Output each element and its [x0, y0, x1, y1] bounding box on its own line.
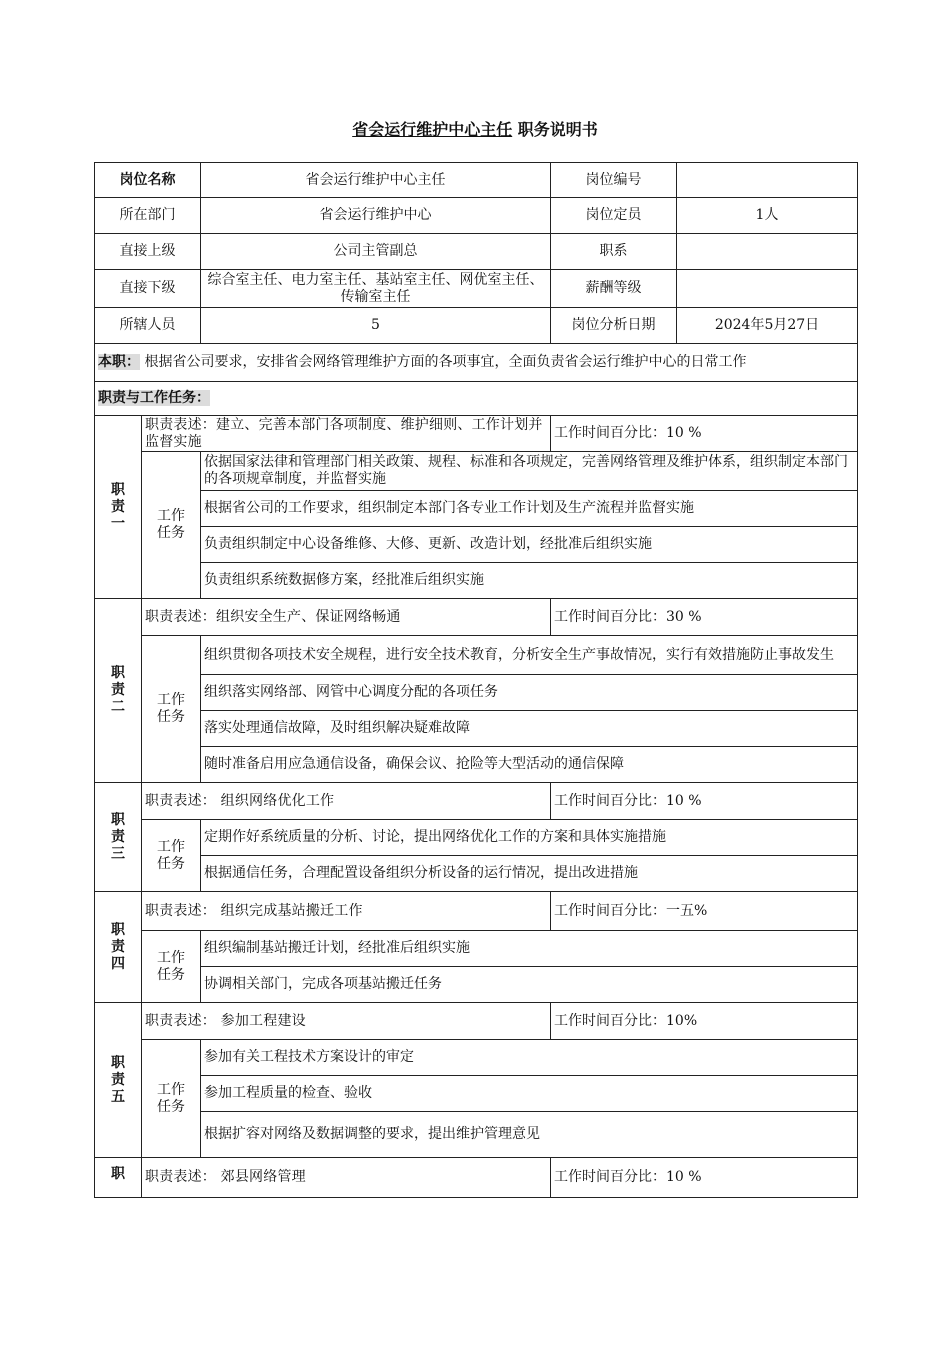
- task-item: 根据扩容对网络及数据调整的要求，提出维护管理意见: [201, 1112, 858, 1158]
- duties-header: 职责与工作任务：: [98, 390, 210, 406]
- duty-label-char: 五: [111, 1088, 125, 1105]
- duty-label-char: 四: [111, 955, 125, 972]
- duty-desc-row: [95, 416, 858, 452]
- subordinate-label: 直接下级: [95, 270, 201, 308]
- task-item: 组织贯彻各项技术安全规程，进行安全技术教育，分析安全生产事故情况，实行有效措施防止事故发生: [201, 636, 858, 675]
- duties-header-cell: [95, 382, 858, 416]
- task-item: 组织落实网络部、网管中心调度分配的各项任务: [201, 675, 858, 711]
- main-duty-cell: [95, 344, 858, 382]
- task-row: [95, 452, 858, 491]
- task-label-line: 工作: [157, 1081, 185, 1098]
- duty-label-char: 责: [111, 828, 125, 845]
- duty-description: 职责表述： 参加工程建设: [142, 1003, 551, 1040]
- task-row: [95, 931, 858, 967]
- task-row: [95, 491, 858, 527]
- superior-label: 直接上级: [95, 234, 201, 270]
- task-item: 负责组织制定中心设备维修、大修、更新、改造计划，经批准后组织实施: [201, 527, 858, 563]
- task-label-line: 任务: [157, 966, 185, 983]
- duty-time-percentage: 工作时间百分比：10 %: [551, 1158, 858, 1198]
- pos-name-label: 岗位名称: [95, 163, 201, 198]
- info-row: [95, 234, 858, 270]
- task-item: 组织编制基站搬迁计划，经批准后组织实施: [201, 931, 858, 967]
- date-value: 2024年5月27日: [677, 308, 858, 344]
- title-suffix: 职务说明书: [517, 120, 598, 139]
- task-label: [142, 452, 201, 599]
- task-item: 根据通信任务，合理配置设备组织分析设备的运行情况，提出改进措施: [201, 856, 858, 892]
- duty-label-char: 职: [111, 481, 125, 498]
- task-row: [95, 1076, 858, 1112]
- duty-label-char: 三: [111, 845, 125, 862]
- duty-description: 职责表述： 组织完成基站搬迁工作: [142, 892, 551, 931]
- duty-time-percentage: 工作时间百分比：10 %: [551, 416, 858, 452]
- quota-value: 1人: [677, 198, 858, 234]
- task-item: 根据省公司的工作要求，组织制定本部门各专业工作计划及生产流程并监督实施: [201, 491, 858, 527]
- task-label: [142, 820, 201, 892]
- task-row: [95, 747, 858, 783]
- staff-label: 所辖人员: [95, 308, 201, 344]
- task-row: [95, 967, 858, 1003]
- task-item: 定期作好系统质量的分析、讨论，提出网络优化工作的方案和具体实施措施: [201, 820, 858, 856]
- pos-no-label: 岗位编号: [551, 163, 677, 198]
- duty-label-char: 职: [111, 1166, 125, 1182]
- task-item: 落实处理通信故障，及时组织解决疑难故障: [201, 711, 858, 747]
- task-item: 随时准备启用应急通信设备，确保会议、抢险等大型活动的通信保障: [201, 747, 858, 783]
- dept-label: 所在部门: [95, 198, 201, 234]
- page-bottom-margin: [0, 1210, 950, 1350]
- duty-label-char: 责: [111, 938, 125, 955]
- duty-desc-row: [95, 783, 858, 820]
- duty-label-char: 责: [111, 682, 125, 698]
- task-label: [142, 1040, 201, 1158]
- series-value: [677, 234, 858, 270]
- task-label-line: 任务: [157, 525, 185, 541]
- duty-desc-row: [95, 892, 858, 931]
- duty-label-char: 职: [111, 921, 125, 938]
- salary-label: 薪酬等级: [551, 270, 677, 308]
- duty-description: 职责表述：组织安全生产、保证网络畅通: [142, 599, 551, 636]
- main-duty-label: 本职：: [98, 354, 140, 370]
- title-main: 省会运行维护中心主任: [352, 120, 513, 139]
- task-row: [95, 820, 858, 856]
- task-label: [142, 931, 201, 1003]
- duty-label: [95, 599, 142, 783]
- duties-header-row: [95, 382, 858, 416]
- task-row: [95, 711, 858, 747]
- duty-label-char: 职: [111, 811, 125, 828]
- task-row: [95, 1112, 858, 1158]
- task-label: [142, 636, 201, 783]
- subordinate-value: 综合室主任、电力室主任、基站室主任、网优室主任、传输室主任: [201, 270, 551, 308]
- page-title: [0, 117, 950, 140]
- duty-label-char: 二: [111, 699, 125, 715]
- pos-no-value: [677, 163, 858, 198]
- salary-value: [677, 270, 858, 308]
- task-label-line: 工作: [157, 508, 185, 524]
- main-duty-row: [95, 344, 858, 382]
- duty-label: [95, 1003, 142, 1158]
- task-label-line: 任务: [157, 855, 185, 872]
- duty-label-char: 责: [111, 1071, 125, 1088]
- superior-value: 公司主管副总: [201, 234, 551, 270]
- task-item: 依据国家法律和管理部门相关政策、规程、标准和各项规定，完善网络管理及维护体系，组织制定本部门的各项规章制度，并监督实施: [201, 452, 858, 491]
- task-label-line: 工作: [157, 949, 185, 966]
- duty-description: 职责表述： 组织网络优化工作: [142, 783, 551, 820]
- job-description-table: [94, 162, 858, 1198]
- duty-label-char: 职: [111, 1054, 125, 1071]
- duty-label-char: 责: [111, 498, 125, 515]
- pos-name-value: 省会运行维护中心主任: [201, 163, 551, 198]
- duty-desc-row: [95, 1158, 858, 1198]
- task-row: [95, 856, 858, 892]
- duty-label: [95, 892, 142, 1003]
- dept-value: 省会运行维护中心: [201, 198, 551, 234]
- duty-label: [95, 783, 142, 892]
- task-row: [95, 1040, 858, 1076]
- duty-desc-row: [95, 1003, 858, 1040]
- task-row: [95, 675, 858, 711]
- staff-value: 5: [201, 308, 551, 344]
- duty-desc-row: [95, 599, 858, 636]
- info-row: [95, 308, 858, 344]
- task-row: [95, 527, 858, 563]
- task-row: [95, 636, 858, 675]
- task-item: 负责组织系统数据修方案，经批准后组织实施: [201, 563, 858, 599]
- duty-label-char: 一: [111, 515, 125, 532]
- duty-time-percentage: 工作时间百分比：10 %: [551, 783, 858, 820]
- task-label-line: 工作: [157, 692, 185, 708]
- duty-time-percentage: 工作时间百分比：10%: [551, 1003, 858, 1040]
- task-item: 参加工程质量的检查、验收: [201, 1076, 858, 1112]
- duty-label: [95, 416, 142, 599]
- info-row: [95, 270, 858, 308]
- task-label-line: 任务: [157, 709, 185, 725]
- date-label: 岗位分析日期: [551, 308, 677, 344]
- duty-time-percentage: 工作时间百分比：30 %: [551, 599, 858, 636]
- task-label-line: 工作: [157, 838, 185, 855]
- quota-label: 岗位定员: [551, 198, 677, 234]
- info-row: [95, 163, 858, 198]
- duty-description: 职责表述： 郊县网络管理: [142, 1158, 551, 1198]
- duty-description: 职责表述：建立、完善本部门各项制度、维护细则、工作计划并监督实施: [142, 416, 551, 452]
- task-row: [95, 563, 858, 599]
- duty-label: [95, 1158, 142, 1198]
- info-row: [95, 198, 858, 234]
- duty-time-percentage: 工作时间百分比：一五%: [551, 892, 858, 931]
- duty-label-char: 职: [111, 665, 125, 681]
- main-duty-text: 根据省公司要求，安排省会网络管理维护方面的各项事宜，全面负责省会运行维护中心的日常工作: [144, 354, 747, 370]
- task-item: 协调相关部门，完成各项基站搬迁任务: [201, 967, 858, 1003]
- task-label-line: 任务: [157, 1098, 185, 1115]
- series-label: 职系: [551, 234, 677, 270]
- task-item: 参加有关工程技术方案设计的审定: [201, 1040, 858, 1076]
